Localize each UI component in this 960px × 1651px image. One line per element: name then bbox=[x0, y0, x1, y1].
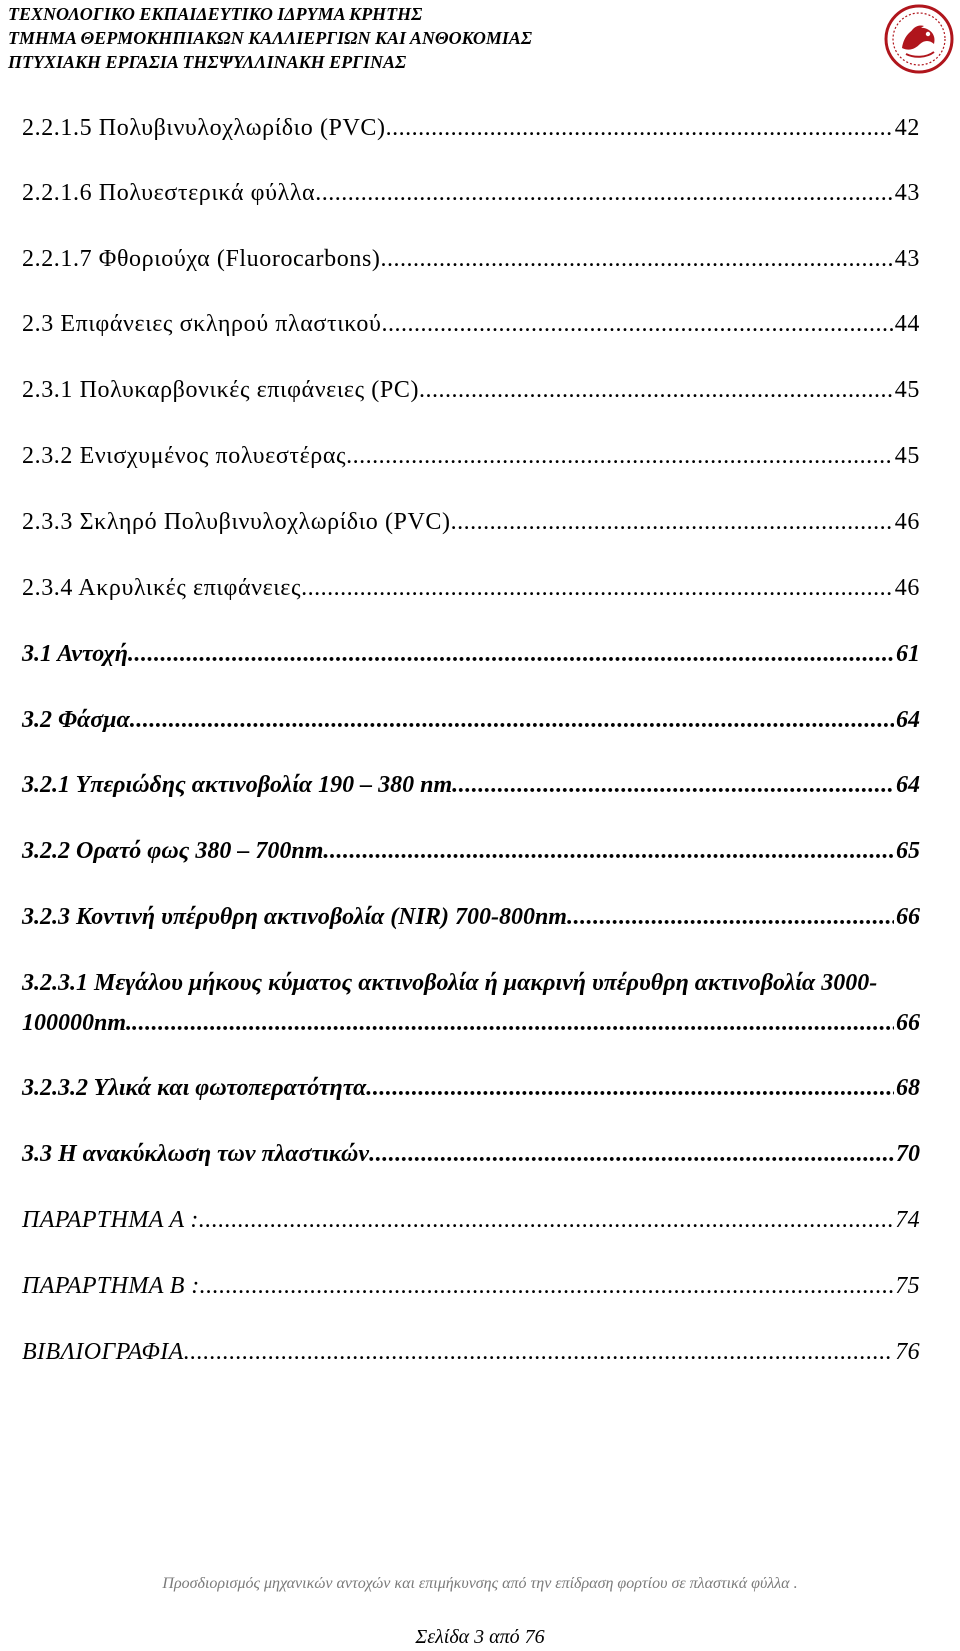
dot-leader bbox=[323, 831, 894, 871]
dot-leader bbox=[451, 502, 893, 542]
dot-leader bbox=[315, 173, 893, 213]
toc-entry-page: 76 bbox=[895, 1339, 920, 1365]
header-department: ΤΜΗΜΑ ΘΕΡΜΟΚΗΠΙΑΚΩΝ ΚΑΛΛΙΕΡΓΙΩΝ ΚΑΙ ΑΝΘΟΚΟΜΙΑΣ bbox=[8, 28, 533, 48]
toc-entry-page: 43 bbox=[894, 246, 920, 272]
toc-entry-label: 2.2.1.5 Πολυβινυλοχλωρίδιο (PVC) bbox=[22, 115, 386, 141]
toc-entry-label: 2.2.1.7 Φθοριούχα (Fluorocarbons) bbox=[22, 246, 381, 272]
toc-entry-label: 2.2.1.6 Πολυεστερικά φύλλα bbox=[22, 180, 316, 206]
dot-leader bbox=[567, 897, 894, 937]
toc-entry-page: 42 bbox=[894, 115, 920, 141]
toc-entry-page: 66 bbox=[896, 904, 920, 930]
toc-entry-label: 3.2.3.2 Υλικά και φωτοπερατότητα bbox=[22, 1075, 367, 1101]
toc-entry-page: 64 bbox=[896, 772, 920, 798]
toc-entry[interactable] bbox=[22, 304, 920, 344]
header-institution: ΤΕΧΝΟΛΟΓΙΚΟ ΕΚΠΑΙΔΕΥΤΙΚΟ ΙΔΡΥΜΑ ΚΡΗΤΗΣ bbox=[8, 4, 423, 24]
toc-entry-page: 65 bbox=[896, 838, 920, 864]
toc-entry-page: 45 bbox=[894, 443, 920, 469]
toc-entry-page: 43 bbox=[894, 180, 920, 206]
toc-entry-label: 3.2.1 Υπεριώδης ακτινοβολία 190 – 380 nm bbox=[22, 772, 453, 798]
toc-entry-label: 2.3.2 Ενισχυμένος πολυεστέρας bbox=[22, 443, 347, 469]
dot-leader bbox=[184, 1332, 893, 1372]
document-header bbox=[8, 2, 868, 74]
dot-leader bbox=[452, 765, 894, 805]
dot-leader bbox=[200, 1266, 894, 1306]
toc-entry-label: 3.2 Φάσμα bbox=[22, 707, 130, 733]
toc-entry-label: 2.3.4 Ακρυλικές επιφάνειες bbox=[22, 575, 302, 601]
toc-entry[interactable] bbox=[22, 239, 920, 279]
toc-entry-label: 3.3 Η ανακύκλωση των πλαστικών bbox=[22, 1141, 370, 1167]
dot-leader bbox=[301, 568, 893, 608]
toc-entry[interactable] bbox=[22, 1266, 920, 1306]
toc-entry-page: 75 bbox=[895, 1273, 920, 1299]
dot-leader bbox=[366, 1068, 894, 1108]
toc-entry-label: 2.3.3 Σκληρό Πολυβινυλοχλωρίδιο (PVC) bbox=[22, 509, 451, 535]
toc-entry[interactable] bbox=[22, 502, 920, 542]
toc-entry[interactable] bbox=[22, 1332, 920, 1372]
toc-entry-page: 46 bbox=[894, 575, 920, 601]
toc-entry[interactable] bbox=[22, 831, 920, 871]
university-seal-icon bbox=[884, 4, 954, 74]
toc-entry[interactable] bbox=[22, 568, 920, 608]
dot-leader bbox=[132, 1003, 894, 1043]
dot-leader bbox=[346, 436, 893, 476]
toc-entry[interactable] bbox=[22, 1134, 920, 1174]
toc-entry[interactable] bbox=[22, 897, 920, 937]
toc-entry-label: 3.2.3 Κοντινή υπέρυθρη ακτινοβολία (NIR) 700-800nm bbox=[22, 904, 567, 930]
toc-entry-label: 2.3.1 Πολυκαρβονικές επιφάνειες (PC) bbox=[22, 377, 420, 403]
dot-leader bbox=[369, 1134, 894, 1174]
dot-leader bbox=[128, 634, 894, 674]
toc-entry-page: 44 bbox=[894, 311, 920, 337]
toc-entry-label: ΠΑΡΑΡΤΗΜΑ Α : bbox=[22, 1207, 199, 1233]
document-footer: Προσδιορισμός μηχανικών αντοχών και επιμήκυνσης από την επίδραση φορτίου σε πλαστικά φύλλα . bbox=[162, 1575, 798, 1592]
toc-entry-page: 45 bbox=[894, 377, 920, 403]
page-number: Σελίδα 3 από 76 bbox=[415, 1626, 545, 1648]
toc-entry-page: 46 bbox=[894, 509, 920, 535]
toc-entry[interactable] bbox=[22, 1068, 920, 1108]
toc-entry-label-first-line: 3.2.3.1 Μεγάλου μήκους κύματος ακτινοβολία ή μακρινή υπέρυθρη ακτινοβολία 3000- bbox=[22, 970, 878, 996]
toc-entry-page: 74 bbox=[895, 1207, 920, 1233]
toc-entry-page: 68 bbox=[896, 1075, 920, 1101]
toc-entry[interactable] bbox=[22, 634, 920, 674]
toc-entry-label: 3.1 Αντοχή bbox=[22, 641, 128, 667]
dot-leader bbox=[419, 370, 893, 410]
toc-entry-page: 61 bbox=[896, 641, 920, 667]
header-thesis: ΠΤΥΧΙΑΚΗ ΕΡΓΑΣΙΑ ΤΗΣΨΥΛΛΙΝΑΚΗ ΕΡΓΙΝΑΣ bbox=[8, 52, 407, 72]
toc-entry-label: 3.2.2 Ορατό φως 380 – 700nm bbox=[22, 838, 324, 864]
toc-entry[interactable] bbox=[22, 436, 920, 476]
dot-leader bbox=[380, 239, 892, 279]
dot-leader bbox=[382, 304, 893, 344]
toc-entry-label: 2.3 Επιφάνειες σκληρού πλαστικού bbox=[22, 311, 382, 337]
toc-entry-page: 64 bbox=[896, 707, 920, 733]
toc-entry[interactable] bbox=[22, 370, 920, 410]
toc-entry[interactable] bbox=[22, 108, 920, 148]
dot-leader bbox=[130, 700, 894, 740]
dot-leader bbox=[199, 1200, 893, 1240]
toc-entry[interactable] bbox=[22, 1200, 920, 1240]
toc-entry[interactable] bbox=[22, 765, 920, 805]
toc-entry[interactable] bbox=[22, 173, 920, 213]
toc-entry[interactable] bbox=[22, 963, 920, 1043]
toc-entry-page: 70 bbox=[896, 1141, 920, 1167]
toc-entry-label: ΠΑΡΑΡΤΗΜΑ Β : bbox=[22, 1273, 200, 1299]
toc-entry-label: 100000nm. bbox=[22, 1010, 133, 1036]
toc-entry-label: ΒΙΒΛΙΟΓΡΑΦΙΑ bbox=[22, 1339, 184, 1365]
dot-leader bbox=[386, 108, 893, 148]
toc-entry[interactable] bbox=[22, 700, 920, 740]
toc-entry-page: 66 bbox=[896, 1010, 920, 1036]
